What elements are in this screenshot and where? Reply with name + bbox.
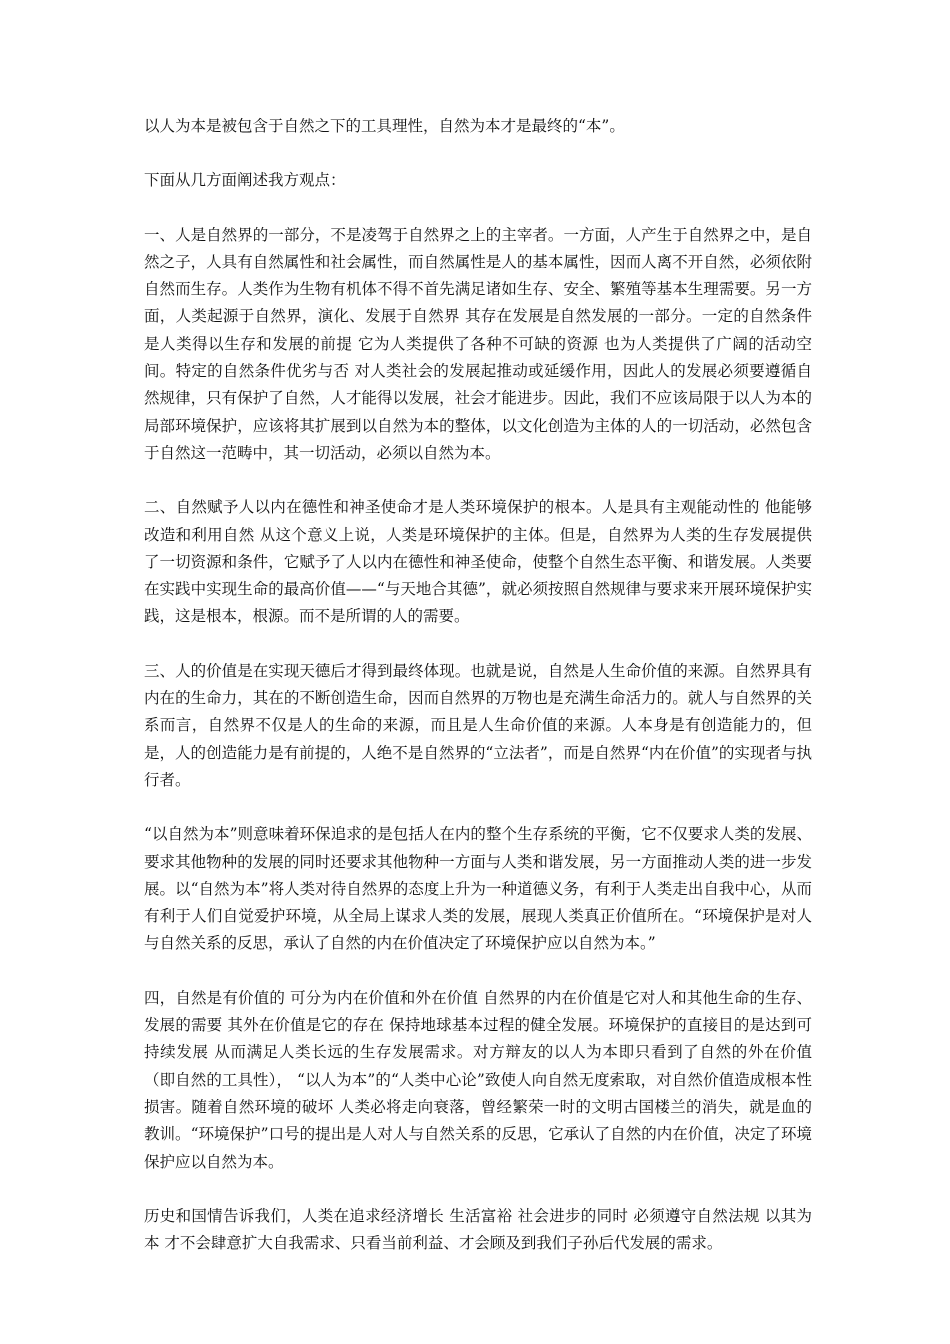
paragraph-lead-in: 下面从几方面阐述我方观点： (144, 171, 346, 190)
paragraph-intro: 以人为本是被包含于自然之下的工具理性，自然为本才是最终的“本”。 (144, 117, 625, 135)
paragraph-point-1: 一、人是自然界的一部分，不是凌驾于自然界之上的主宰者。一方面，人产生于自然界之中，是自然之子，人具有自然属性和社会属性，而自然属性是人的基本属性，因而人离不开自然，必须依附自然而生存。人类作为生物有机体不得不首先满足诸如生存、安全、繁殖等基本生理需要。另一方面，人类起源于自然界，演化、发展于自然界 其存在发展是自然发展的一部分。一定的自然条件是人类得以生存和发展的前提 它为人类提供了各种不可缺的资源 也为人类提供了广阔的活动空间。特定的自然条件优劣与否 对人类社会的发展起推动或延缓作用，因此人的发展必须要遵循自然规律，只有保护了自然，人才能得以发展，社会才能进步。因此，我们不应该局限于以人为本的局部环境保护，应该将其扩展到以自然为本的整体，以文化创造为主体的人的一切活动，必然包含于自然这一范畴中，其一切活动，必须以自然为本。 (144, 225, 812, 462)
paragraph-point-4: 四，自然是有价值的 可分为内在价值和外在价值 自然界的内在价值是它对人和其他生命的生存、发展的需要 其外在价值是它的存在 保持地球基本过程的健全发展。环境保护的直接目的是达到可持续发展 从而满足人类长远的生存发展需求。对方辩友的以人为本即只看到了自然的外在价值（即自然的工具性）， “以人为本”的“人类中心论”致使人向自然无度索取，对自然价值造成根本性损害。随着自然环境的破坏 人类必将走向衰落，曾经繁荣一时的文明古国楼兰的消失，就是血的教训。“环境保护”口号的提出是人对人与自然关系的反思，它承认了自然的内在价值，决定了环境保护应以自然为本。 (144, 988, 812, 1171)
paragraph-conclusion: 历史和国情告诉我们，人类在追求经济增长 生活富裕 社会进步的同时 必须遵守自然法规 以其为本 才不会肆意扩大自我需求、只看当前利益、才会顾及到我们子孙后代发展的需求。 (144, 1206, 812, 1253)
paragraph-nature-as-root: “以自然为本”则意味着环保追求的是包括人在内的整个生存系统的平衡，它不仅要求人类的发展、要求其他物种的发展的同时还要求其他物种一方面与人类和谐发展，另一方面推动人类的进一步发展。以“自然为本”将人类对待自然界的态度上升为一种道德义务，有利于人类走出自我中心，从而有利于人们自觉爱护环境，从全局上谋求人类的发展，展现人类真正价值所在。“环境保护是对人与自然关系的反思，承认了自然的内在价值决定了环境保护应以自然为本。” (144, 825, 812, 953)
paragraph-point-3: 三、人的价值是在实现天德后才得到最终体现。也就是说，自然是人生命价值的来源。自然界具有内在的生命力，其在的不断创造生命，因而自然界的万物也是充满生命活力的。就人与自然界的关系而言，自然界不仅是人的生命的来源，而且是人生命价值的来源。人本身是有创造能力的，但是，人的创造能力是有前提的，人绝不是自然界的“立法者”，而是自然界“内在价值”的实现者与执行者。 (144, 661, 812, 789)
document-body (144, 113, 812, 1284)
paragraph-point-2: 二、自然赋予人以内在德性和神圣使命才是人类环境保护的根本。人是具有主观能动性的 他能够改造和利用自然 从这个意义上说，人类是环境保护的主体。但是，自然界为人类的生存发展提供了一切资源和条件，它赋予了人以内在德性和神圣使命，使整个自然生态平衡、和谐发展。人类要在实践中实现生命的最高价值——“与天地合其德”，就必须按照自然规律与要求来开展环境保护实践，这是根本，根源。而不是所谓的人的需要。 (144, 498, 812, 626)
